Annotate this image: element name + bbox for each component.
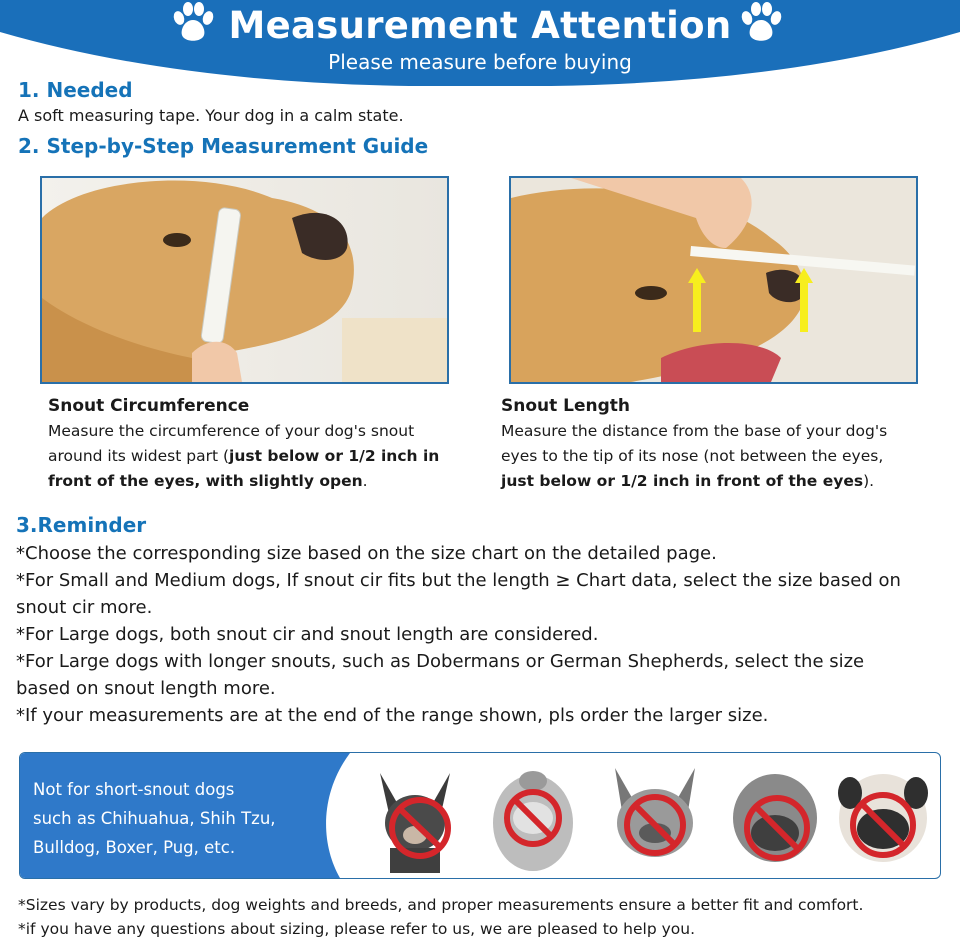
warning-line: Not for short-snout dogs xyxy=(33,780,235,799)
page-title: Measurement Attention xyxy=(228,4,732,47)
description-line: eyes to the tip of its nose (not between the eyes, xyxy=(501,447,884,465)
warning-line: such as Chihuahua, Shih Tzu, xyxy=(33,809,276,828)
reminder-line: *If your measurements are at the end of the range shown, pls order the larger size. xyxy=(16,705,769,726)
header-banner xyxy=(0,0,960,86)
description-text: ). xyxy=(863,472,875,490)
paw-icon xyxy=(738,0,784,44)
pug-icon xyxy=(828,763,938,873)
chihuahua-icon xyxy=(360,763,470,873)
description-line: Measure the distance from the base of your dog's xyxy=(501,422,888,440)
needed-text: A soft measuring tape. Your dog in a calm state. xyxy=(18,106,404,125)
description-line xyxy=(48,444,468,469)
warning-line: Bulldog, Boxer, Pug, etc. xyxy=(33,838,236,857)
section-heading-reminder: 3.Reminder xyxy=(16,513,147,537)
description-emphasis: front of the eyes, with slightly open xyxy=(48,472,363,490)
french-bulldog-icon xyxy=(600,763,710,873)
section-heading-needed: 1. Needed xyxy=(18,78,133,102)
reminder-list xyxy=(16,540,946,729)
boxer-icon xyxy=(720,763,830,873)
description-text: . xyxy=(362,472,368,490)
description-line: Measure the circumference of your dog's snout xyxy=(48,422,415,440)
section-heading-guide: 2. Step-by-Step Measurement Guide xyxy=(18,134,429,158)
reminder-line: snout cir more. xyxy=(16,597,153,618)
reminder-line: *Choose the corresponding size based on the size chart on the detailed page. xyxy=(16,543,717,564)
reminder-line: *For Large dogs with longer snouts, such as Dobermans or German Shepherds, select the size xyxy=(16,651,865,672)
description-emphasis: just below or 1/2 inch in front of the eyes xyxy=(501,472,864,490)
short-snout-warning xyxy=(19,752,941,879)
snout-circumference-description xyxy=(48,419,468,494)
description-line xyxy=(501,469,921,494)
page-subtitle: Please measure before buying xyxy=(328,50,632,74)
reminder-line: *For Small and Medium dogs, If snout cir fits but the length ≥ Chart data, select the size based on xyxy=(16,570,901,591)
snout-circumference-title: Snout Circumference xyxy=(48,396,250,416)
snout-circumference-photo xyxy=(40,176,449,384)
snout-length-photo xyxy=(509,176,918,384)
description-line xyxy=(48,469,468,494)
footer-note-sizes: *Sizes vary by products, dog weights and breeds, and proper measurements ensure a better fit and comfort. xyxy=(18,896,864,914)
shih-tzu-icon xyxy=(478,763,588,873)
footer-note-contact: *if you have any questions about sizing, please refer to us, we are pleased to help you. xyxy=(18,920,696,938)
snout-length-description xyxy=(501,419,921,494)
snout-length-title: Snout Length xyxy=(501,396,631,416)
warning-text xyxy=(33,775,333,862)
reminder-line: based on snout length more. xyxy=(16,678,276,699)
description-text: around its widest part ( xyxy=(48,447,230,465)
reminder-line: *For Large dogs, both snout cir and snout length are considered. xyxy=(16,624,599,645)
description-emphasis: just below or 1/2 inch in xyxy=(229,447,440,465)
